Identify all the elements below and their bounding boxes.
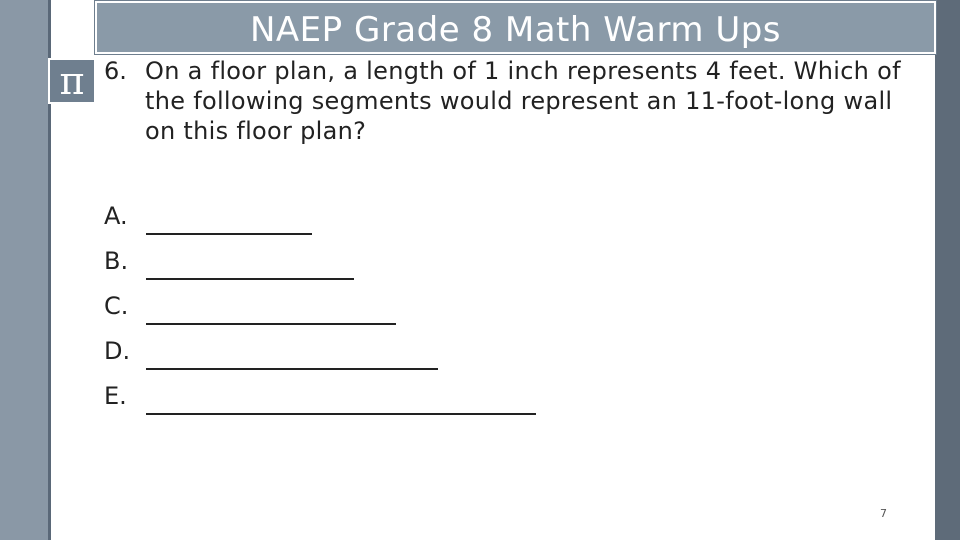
choice-letter: B. [104, 247, 129, 275]
choice-segment [146, 323, 396, 325]
title-bar [95, 1, 936, 54]
choice-segment [146, 413, 536, 415]
question-number: 6. [104, 57, 127, 85]
choice-letter: C. [104, 292, 129, 320]
page-number: 7 [880, 507, 887, 520]
question-text: On a floor plan, a length of 1 inch represents 4 feet. Which of the following segments would represent an 11-foot-long wall on this floor plan? [145, 57, 901, 145]
pi-icon: π [59, 59, 85, 103]
choice-letter: D. [104, 337, 131, 365]
choice-segment [146, 233, 312, 235]
choice-letter: A. [104, 202, 128, 230]
choice-segment [146, 368, 438, 370]
left-decorative-band [0, 0, 48, 540]
right-decorative-band [935, 0, 960, 540]
choice-letter: E. [104, 382, 127, 410]
slide-title: NAEP Grade 8 Math Warm Ups [249, 9, 782, 50]
choice-segment [146, 278, 354, 280]
pi-badge [48, 58, 96, 104]
